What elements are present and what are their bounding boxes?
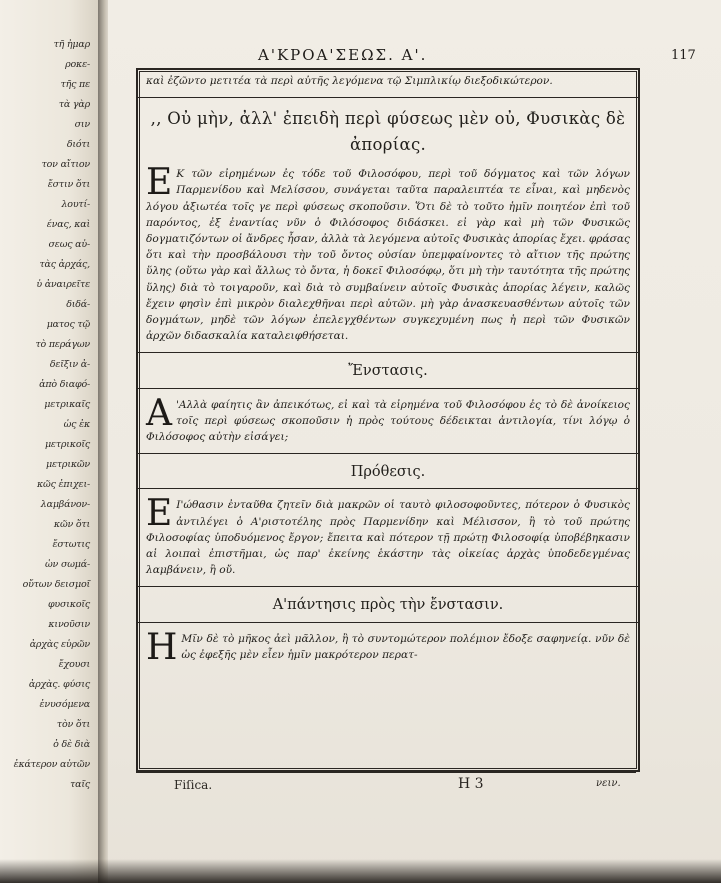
facing-page-line: τὸ περάγων (35, 339, 90, 350)
facing-page-line: τὰς ἀρχάς, (39, 259, 90, 270)
paragraph-text: Κ τῶν εἰρημένων ἐς τόδε τοῦ Φιλοσόφου, περὶ τοῦ δόγματος καὶ τῶν λόγων Παρμενίδου καὶ Μελίσσου, συνάγεται ταῦτα παραλειπτέα τε εἶναι, καὶ μηδενὸς λόγου ἀξιωτέα τοῖς γε περὶ φύσεως σκοποῦσιν. Ὅτι δὲ τὸ τοῦτο ἡμῖν ποιητέον ἐπὶ τοῦ παρόντος, ἐξ ἐναντίας νῦν ὁ Φιλόσοφος διδάσκει. εἰ γὰρ καὶ μὴ τῶν Φυσικῶς δογματιζόντων οἱ ἄνδρες ἦσαν, ἀλλὰ τὰ λεγόμενα αὐτοῖς Φυσικὰς ἀπορίας ἔχει. φράσας ὅτι καὶ τὴν προσβάλουσι τὴν τοῦ ὄντος οὐσίαν ὑπεμφαίνοντες τὸ αἴτιον τῆς πρώτης ὕλης (οὕτω γὰρ καὶ ἄλλως τὸ ὄντα, ἡ δοκεῖ Φιλοσόφῳ, ὅτι μὴ τὴν ταυτότητα τῆς πρώτης ὕλης) διὰ τὸ τοιγαροῦν, καὶ διὰ τὸ συμβαίνειν αὐτοῖς Φυσικὰς ἀπορίας λέγειν, καλῶς ἔχειν φησὶν ἐπὶ μικρὸν διαλεχθῆναι περὶ αὐτῶν. μὴ γὰρ ἀνασκευασθέντων αὐτοῖς τῶν δογμάτων, μηδὲ τῶν λόγων ἐπελεγχθέντων συγκεχυμένη πως ἡ περὶ τῶν Φυσικῶν ἀρχῶν διδασκαλία καταλειφθήσεται. (146, 168, 630, 343)
facing-page-line: λαμβάνον- (40, 499, 90, 510)
facing-page-line: σιν (74, 119, 90, 130)
facing-page-line: ἔστωτις (52, 539, 90, 550)
bottom-shadow (0, 859, 721, 883)
facing-page-line: λουτί- (61, 199, 90, 210)
facing-page-line: ταῖς (70, 779, 90, 790)
facing-page (0, 0, 98, 883)
facing-page-line: δεῖξιν ἀ- (49, 359, 90, 370)
facing-page-line: ὡν σωμά- (45, 559, 90, 570)
footer-catchword: νειν. (596, 778, 621, 789)
facing-page-line: διδά- (66, 299, 90, 310)
rule-divider (138, 622, 638, 623)
dropcap: Α (146, 392, 172, 434)
facing-page-line: ὁ δὲ διὰ (53, 739, 90, 750)
facing-page-line: κινοῦσιν (48, 619, 90, 630)
dropcap: Ε (146, 493, 173, 535)
facing-page-line: μετρικαῖς (44, 399, 90, 410)
section-heading-objection: Ἔνστασις. (348, 363, 428, 380)
facing-page-line: μετρικοῖς (44, 439, 90, 450)
facing-page-line: κῶς ἐπιχει- (37, 479, 90, 490)
facing-page-line: ἐκάτερον αὐτῶν (13, 759, 90, 770)
bottom-rule (136, 772, 636, 773)
facing-page-line: οὔτων δεισμοῖ (22, 579, 90, 590)
facing-page-line: φυσικοῖς (47, 599, 90, 610)
paragraph-commentary (146, 162, 630, 344)
facing-page-line: ἀρχὰς. φύσις (28, 679, 90, 690)
facing-page-line: τον αἴτιον (41, 159, 90, 170)
dropcap: Ε (146, 162, 173, 204)
footer-mark: H 3 (458, 776, 484, 792)
facing-page-line: ἔχουσι (58, 659, 90, 670)
rule-divider (138, 586, 638, 587)
facing-page-line: κῶν ὅτι (53, 519, 90, 530)
rule-divider (138, 97, 638, 98)
paragraph-text: 'Αλλὰ φαίητις ἂν ἀπεικότως, εἰ καὶ τὰ εἰρημένα τοῦ Φιλοσόφου ἐς τὸ δὲ ἀνοίκειος τοῖς περὶ φύσεως σκοποῦσιν ἡ πρὸς τούτους δέδεικται ἀντιλογία, τίνι λόγῳ ὁ Φιλόσοφος αὐτὴν εἰσάγει; (146, 398, 630, 444)
facing-page-text (0, 40, 96, 840)
facing-page-line: ὡς ἐκ (63, 419, 90, 430)
facing-page-line: διότι (66, 139, 90, 150)
facing-page-line: τῆ ἠμαρ (53, 39, 90, 50)
facing-page-line: τὸν ὅτι (56, 719, 90, 730)
facing-page-line: ένας, καὶ (46, 219, 90, 230)
quote-heading: ,, Οὐ μὴν, ἀλλ' ἐπειδὴ περὶ φύσεως μὲν οὐ, Φυσικὰς δὲ ἀπορίας. (150, 109, 626, 155)
rule-divider (138, 352, 638, 353)
facing-page-line: ροκε- (65, 59, 90, 70)
running-head: Α'ΚΡΟΑ'ΣΕΩΣ. Α'. (258, 46, 428, 64)
facing-page-line: τὰ γὰρ (58, 99, 90, 110)
paragraph-text: Μῖν δὲ τὸ μῆκος ἀεὶ μᾶλλον, ἢ τὸ συντομώτερον πολέμιον ἔδοξε σαφηνείᾳ. νῦν δὲ ὡς ἐφεξῆς μὲν εἶεν ἡμῖν μακρότερον περατ- (181, 632, 630, 661)
facing-page-line: ἔστιν ὅτι (47, 179, 90, 190)
facing-page-line: ἀρχὰς εὑρῶν (29, 639, 90, 650)
section-heading-response: Α'πάντησις πρὸς τὴν ἔνστασιν. (272, 597, 504, 614)
facing-page-line: ἐνυσόμενα (39, 699, 90, 710)
rule-divider (138, 388, 638, 389)
paragraph-text: Ι'ώθασιν ἐνταῦθα ζητεῖν διὰ μακρῶν οἱ ταυτὸ φιλοσοφοῦντες, πότερον ὁ Φυσικὸς ἀντιλέγει ὁ Α'ριστοτέλης πρὸς Παρμενίδην καὶ Μέλισσον, ἢ τὸ τοῦ πρώτης Φιλοσοφίας ὑποδυόμενος ἔργον; ἔπειτα καὶ πότερον τῇ πρώτῃ Φιλοσοφίᾳ ὑποβέβηκασιν αἱ λοιπαὶ ἐπιστῆμαι, ὡς παρ' ἐκείνης ἑκάστην τὰς οἰκείας ἀρχὰς ὑποδεδεγμένας λαμβάνειν, ἢ οὔ. (146, 499, 630, 577)
dropcap: Η (146, 626, 178, 668)
page-number: 117 (671, 48, 696, 63)
text-block (146, 73, 630, 668)
rule-divider (138, 488, 638, 489)
paragraph-response (146, 626, 630, 668)
facing-page-line: ὐ ἀναιρεῖτε (36, 279, 90, 290)
rule-divider (138, 453, 638, 454)
footer-signature: Fiſica. (174, 778, 213, 792)
facing-page-line: ἀπὸ διαφό- (39, 379, 90, 390)
facing-page-line: ματος τῷ (46, 319, 90, 330)
paragraph-objection (146, 392, 630, 446)
section-heading-proposition: Πρόθεσις. (350, 464, 426, 481)
paragraph-proposition (146, 493, 630, 578)
carry-over-text: καὶ ἐζῶντο μετιτέα τὰ περὶ αὐτῆς λεγόμενα τῷ Σιμπλικίῳ διεξοδικώτερον. (146, 75, 553, 87)
facing-page-line: σεως αὐ- (48, 239, 90, 250)
facing-page-line: μετρικῶν (46, 459, 90, 470)
facing-page-line: τῆς πε (60, 79, 90, 90)
